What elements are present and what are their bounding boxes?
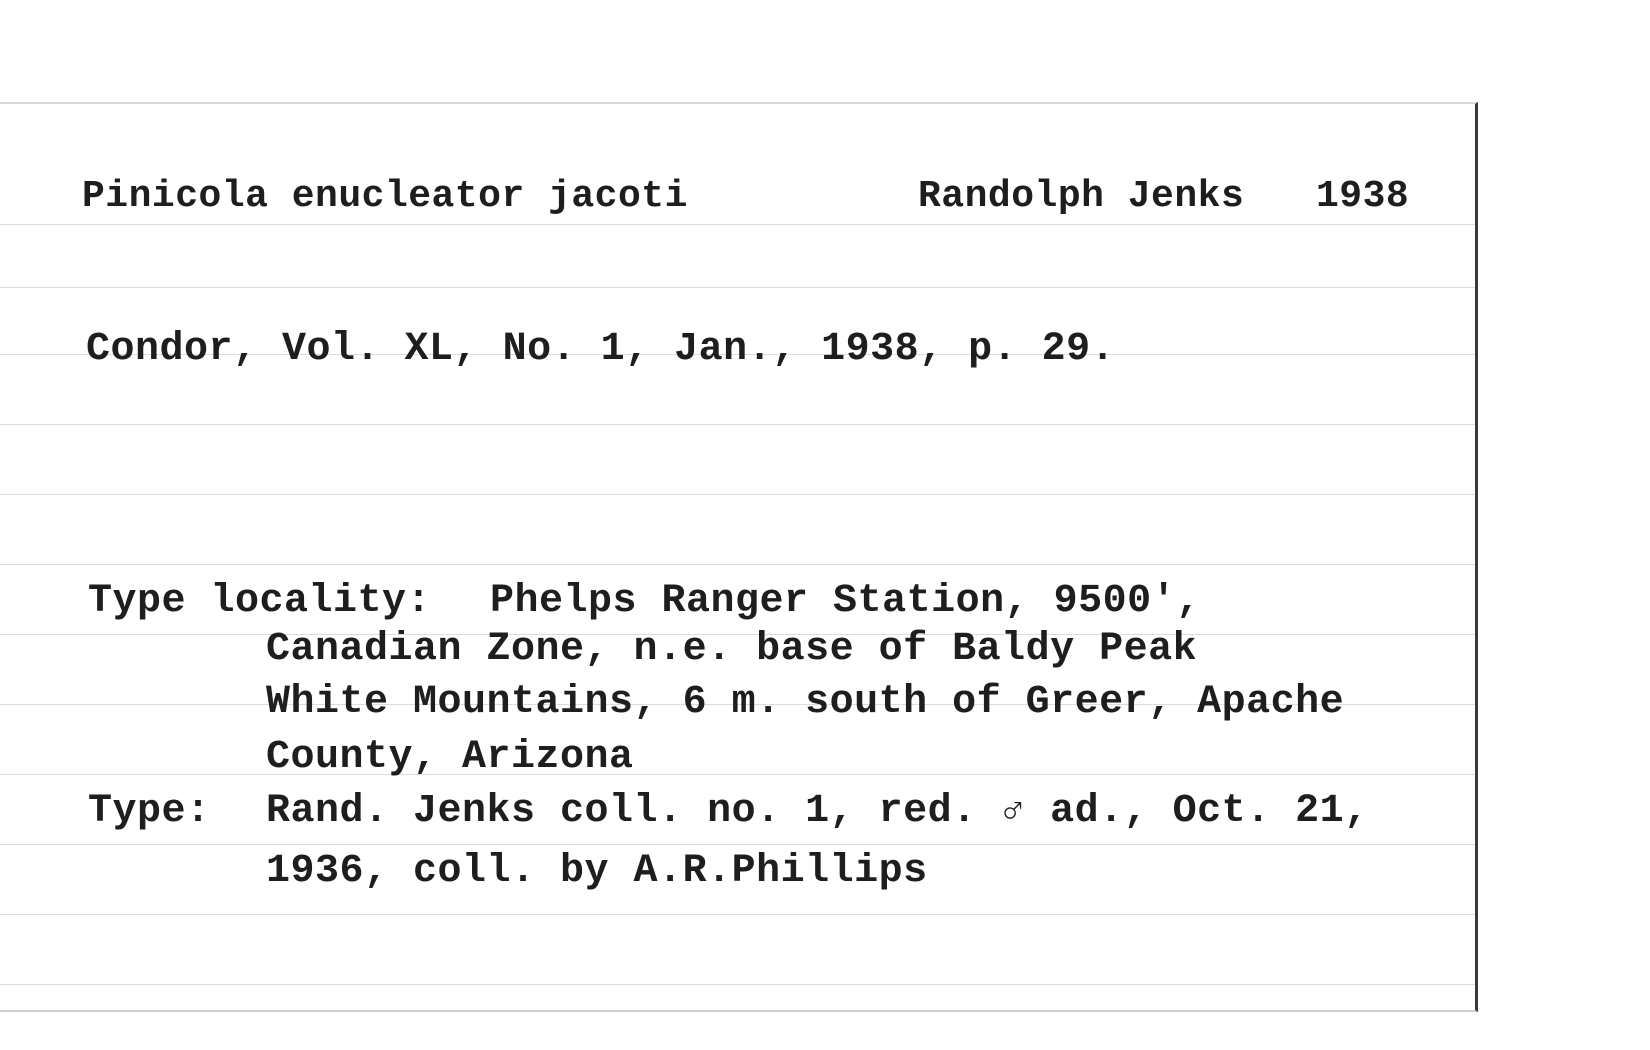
card-rule <box>0 494 1475 495</box>
type-line: Rand. Jenks coll. no. 1, red. ♂ ad., Oct. 21, <box>266 789 1369 834</box>
type-locality-label: Type locality: <box>88 579 432 624</box>
publication-year: 1938 <box>1316 175 1410 218</box>
author-name: Randolph Jenks <box>918 175 1245 218</box>
card-rule <box>0 844 1475 845</box>
card-rule <box>0 984 1475 985</box>
card-rule <box>0 564 1475 565</box>
type-locality-line: Phelps Ranger Station, 9500', <box>490 579 1201 624</box>
type-label: Type: <box>88 789 211 834</box>
card-rule <box>0 774 1475 775</box>
card-rule <box>0 424 1475 425</box>
type-locality-line: County, Arizona <box>266 735 634 780</box>
citation: Condor, Vol. XL, No. 1, Jan., 1938, p. 29. <box>86 327 1116 372</box>
type-locality-line: White Mountains, 6 m. south of Greer, Apache <box>266 680 1345 725</box>
type-line: 1936, coll. by A.R.Phillips <box>266 849 928 894</box>
taxon-name: Pinicola enucleator jacoti <box>82 175 688 218</box>
card-rule <box>0 914 1475 915</box>
card-rule <box>0 224 1475 225</box>
card-rule <box>0 287 1475 288</box>
type-locality-line: Canadian Zone, n.e. base of Baldy Peak <box>266 627 1198 672</box>
